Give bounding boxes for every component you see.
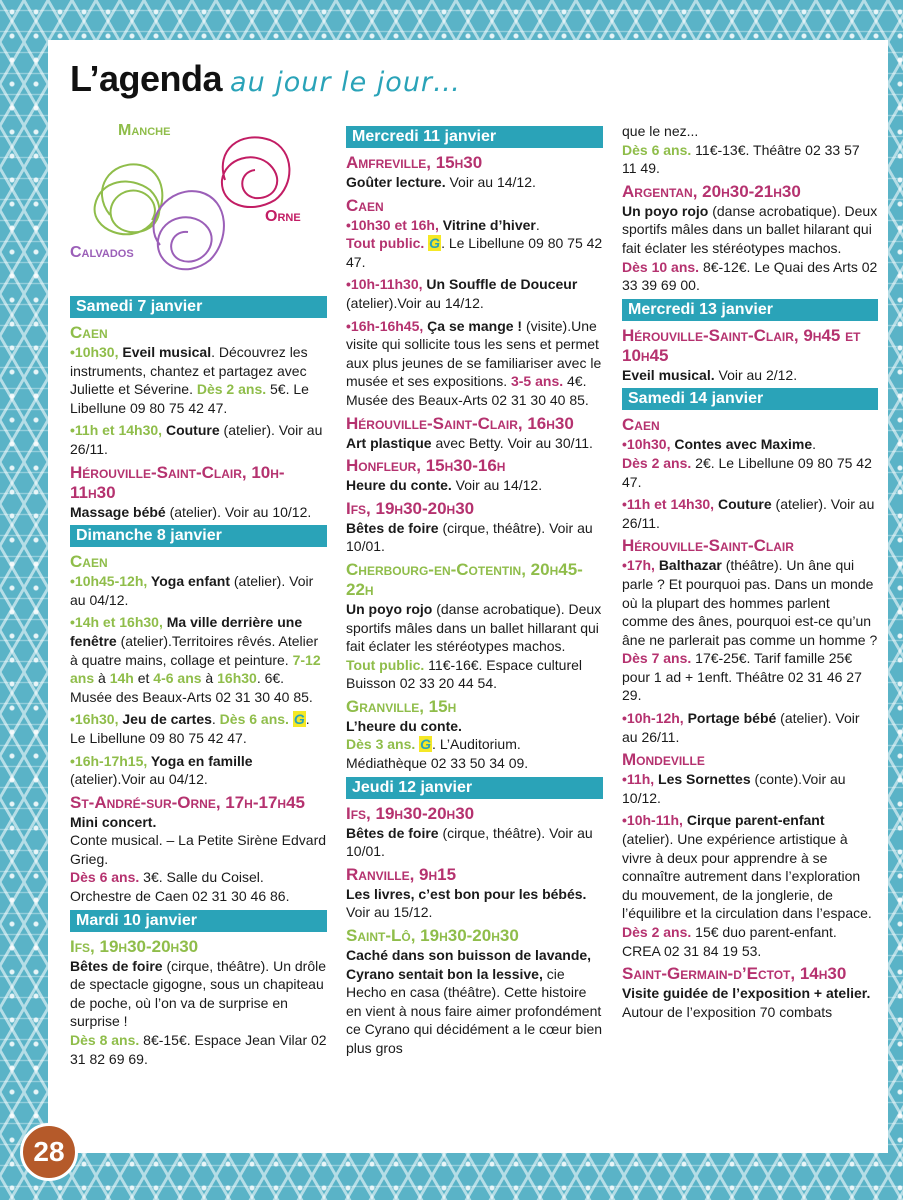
city-heading: Cherbourg-en-Cotentin, 20h45-22h: [346, 559, 583, 599]
day-header: Samedi 7 janvier: [70, 296, 327, 318]
title-sub: au jour le jour…: [230, 67, 462, 98]
event-entry: Les livres, c’est bon pour les bébés. Voir au 15/12.: [346, 885, 587, 921]
city-heading: Hérouville-Saint-Clair, 16h30: [346, 413, 574, 433]
event-entry: Goûter lecture. Voir au 14/12.: [346, 174, 536, 190]
day-header: Samedi 14 janvier: [622, 388, 878, 410]
city-heading: Hérouville-Saint-Clair, 9h45 et 10h45: [622, 325, 861, 365]
event-entry: Art plastique avec Betty. Voir au 30/11.: [346, 434, 593, 451]
event-entry: Caché dans son buisson de lavande, Cyrano sentait bon la lessive, cie Hecho en casa (théâtre). Cette histoire en vient à nous faire aimer profondément ce Cyrano qui décidément a le cœur bien plus gros: [346, 947, 603, 1056]
event-entry: •16h-16h45, Ça se mange ! (visite).Une visite qui sollicite tous les sens et permet aux plus jeunes de se familiariser avec le musée et ses expositions. 3-5 ans. 4€. Musée des Beaux-Arts 02 31 30 40 85.: [346, 317, 602, 408]
region-map: [70, 120, 310, 280]
city-heading: Granville, 15h: [346, 696, 457, 716]
city-heading: Honfleur, 15h30-16h: [346, 456, 506, 476]
day-header: Mercredi 13 janvier: [622, 299, 878, 321]
column-2: [346, 122, 603, 1062]
city-heading: Argentan, 20h30-21h30: [622, 181, 801, 201]
event-entry: •14h et 16h30, Ma ville derrière une fenêtre (atelier).Territoires rêvés. Atelier à quatre mains, collage et peinture. 7-12 ans à 14h et 4-6 ans à 16h30. 6€. Musée des Beaux-Arts 02 31 30 40 85.: [70, 614, 321, 705]
label-calvados: Calvados: [70, 244, 134, 261]
city-heading: Caen: [70, 552, 108, 572]
page: [48, 40, 888, 1153]
event-entry: •10h45-12h, Yoga enfant (atelier). Voir au 04/12.: [70, 573, 314, 608]
city-heading: Ranville, 9h15: [346, 864, 457, 884]
city-heading: Ifs, 19h30-20h30: [346, 803, 475, 823]
event-entry: Visite guidée de l’exposition + atelier. Autour de l’exposition 70 combats: [622, 985, 871, 1020]
city-heading: Hérouville-Saint-Clair: [622, 536, 794, 556]
day-header: Dimanche 8 janvier: [70, 525, 327, 547]
day-header: Jeudi 12 janvier: [346, 777, 603, 799]
event-entry: Massage bébé (atelier). Voir au 10/12.: [70, 503, 312, 520]
free-badge: G: [429, 235, 441, 252]
event-entry: •10h-12h, Portage bébé (atelier). Voir au 26/11.: [622, 710, 860, 745]
event-entry: •11h et 14h30, Couture (atelier). Voir au 26/11.: [70, 422, 323, 457]
event-entry: que le nez... Dès 6 ans. 11€-13€. Théâtre 02 33 57 11 49.: [622, 123, 860, 177]
event-entry: •10h30, Contes avec Maxime. Dès 2 ans. 2€. Le Libellune 09 80 75 42 47.: [622, 436, 872, 490]
label-orne: Orne: [265, 208, 301, 225]
event-entry: •10h-11h30, Un Souffle de Douceur (atelier).Voir au 14/12.: [346, 276, 578, 311]
event-entry: •11h, Les Sornettes (conte).Voir au 10/12.: [622, 771, 846, 806]
column-1: [70, 292, 327, 1072]
event-entry: L’heure du conte. Dès 3 ans. G. L’Auditorium. Médiathèque 02 33 50 34 09.: [346, 717, 529, 772]
day-header: Mardi 10 janvier: [70, 910, 327, 932]
event-entry: Bêtes de foire (cirque, théâtre). Voir au 10/01.: [346, 519, 593, 555]
label-manche: Manche: [118, 122, 171, 139]
event-entry: Mini concert. Conte musical. – La Petite Sirène Edvard Grieg. Dès 6 ans. 3€. Salle du Coisel. Orchestre de Caen 02 31 30 46 86.: [70, 813, 327, 905]
day-header: Mercredi 11 janvier: [346, 126, 603, 148]
event-entry: •16h-17h15, Yoga en famille (atelier).Voir au 04/12.: [70, 752, 253, 788]
city-heading: Mondeville: [622, 750, 705, 770]
city-heading: Ifs, 19h30-20h30: [346, 498, 475, 518]
free-badge: G: [293, 711, 305, 728]
free-badge: G: [420, 736, 432, 753]
event-entry: •16h30, Jeu de cartes. Dès 6 ans. G. Le Libellune 09 80 75 42 47.: [70, 711, 310, 746]
city-heading: Saint-Germain-d’Ectot, 14h30: [622, 964, 847, 984]
event-entry: •11h et 14h30, Couture (atelier). Voir au 26/11.: [622, 496, 875, 531]
event-entry: Un poyo rojo (danse acrobatique). Deux sportifs mâles dans un ballet hilarant qui fait éclater les stéréotypes machos. Dès 10 ans. 8€-12€. Le Quai des Arts 02 33 39 69 00.: [622, 202, 878, 294]
event-entry: •10h30, Eveil musical. Découvrez les instruments, chantez et partagez avec Juliette et Séverine. Dès 2 ans. 5€. Le Libellune 09 80 75 42 47.: [70, 344, 309, 416]
city-heading: Caen: [622, 415, 660, 435]
city-heading: St-André-sur-Orne, 17h-17h45: [70, 792, 305, 812]
event-entry: •10h30 et 16h, Vitrine d’hiver. Tout public. G. Le Libellune 09 80 75 42 47.: [346, 216, 603, 270]
page-number: 28: [20, 1123, 78, 1181]
column-3: [622, 122, 878, 1025]
event-entry: Bêtes de foire (cirque, théâtre). Un drôle de spectacle gigogne, sous un chapiteau de poche, où l’on va de surprise en surprise ! Dès 8 ans. 8€-15€. Espace Jean Vilar 02 31 82 69 69.: [70, 957, 327, 1067]
event-entry: •17h, Balthazar (théâtre). Un âne qui parle ? Et pourquoi pas. Dans un monde où la plupart des hommes parlent comme des ânes, pourquoi est-ce qu’un âne ne parlerait pas comme un homme ? Dès 7 ans. 17€-25€. Tarif famille 25€ pour 1 ad + 1enft. Théâtre 02 31 46 27 29.: [622, 557, 878, 704]
manche-scribble: [95, 164, 163, 234]
city-heading: Saint-Lô, 19h30-20h30: [346, 926, 519, 946]
title-main: L’agenda: [70, 58, 223, 99]
page-title: [70, 58, 461, 100]
city-heading: Hérouville-Saint-Clair, 10h-11h30: [70, 462, 285, 502]
event-entry: Bêtes de foire (cirque, théâtre). Voir au 10/01.: [346, 824, 593, 860]
city-heading: Ifs, 19h30-20h30: [70, 936, 199, 956]
orne-scribble: [222, 137, 290, 207]
event-entry: Heure du conte. Voir au 14/12.: [346, 477, 543, 494]
calvados-scribble: [154, 191, 224, 269]
city-heading: Amfreville, 15h30: [346, 153, 483, 172]
event-entry: Un poyo rojo (danse acrobatique). Deux sportifs mâles dans un ballet hillarant qui fait éclater les stéréotypes machos. Tout public. 11€-16€. Espace culturel Buisson 02 33 20 44 54.: [346, 600, 602, 692]
city-heading: Caen: [70, 323, 108, 342]
city-heading: Caen: [346, 195, 384, 215]
event-entry: Eveil musical. Voir au 2/12.: [622, 366, 798, 383]
event-entry: •10h-11h, Cirque parent-enfant (atelier). Une expérience artistique à vivre à deux pour apprendre à se connaître autrement dans l’exploration du mouvement, de la jonglerie, de l’équilibre et la circulation dans l’espace. Dès 2 ans. 15€ duo parent-enfant. CREA 02 31 84 19 53.: [622, 812, 872, 959]
